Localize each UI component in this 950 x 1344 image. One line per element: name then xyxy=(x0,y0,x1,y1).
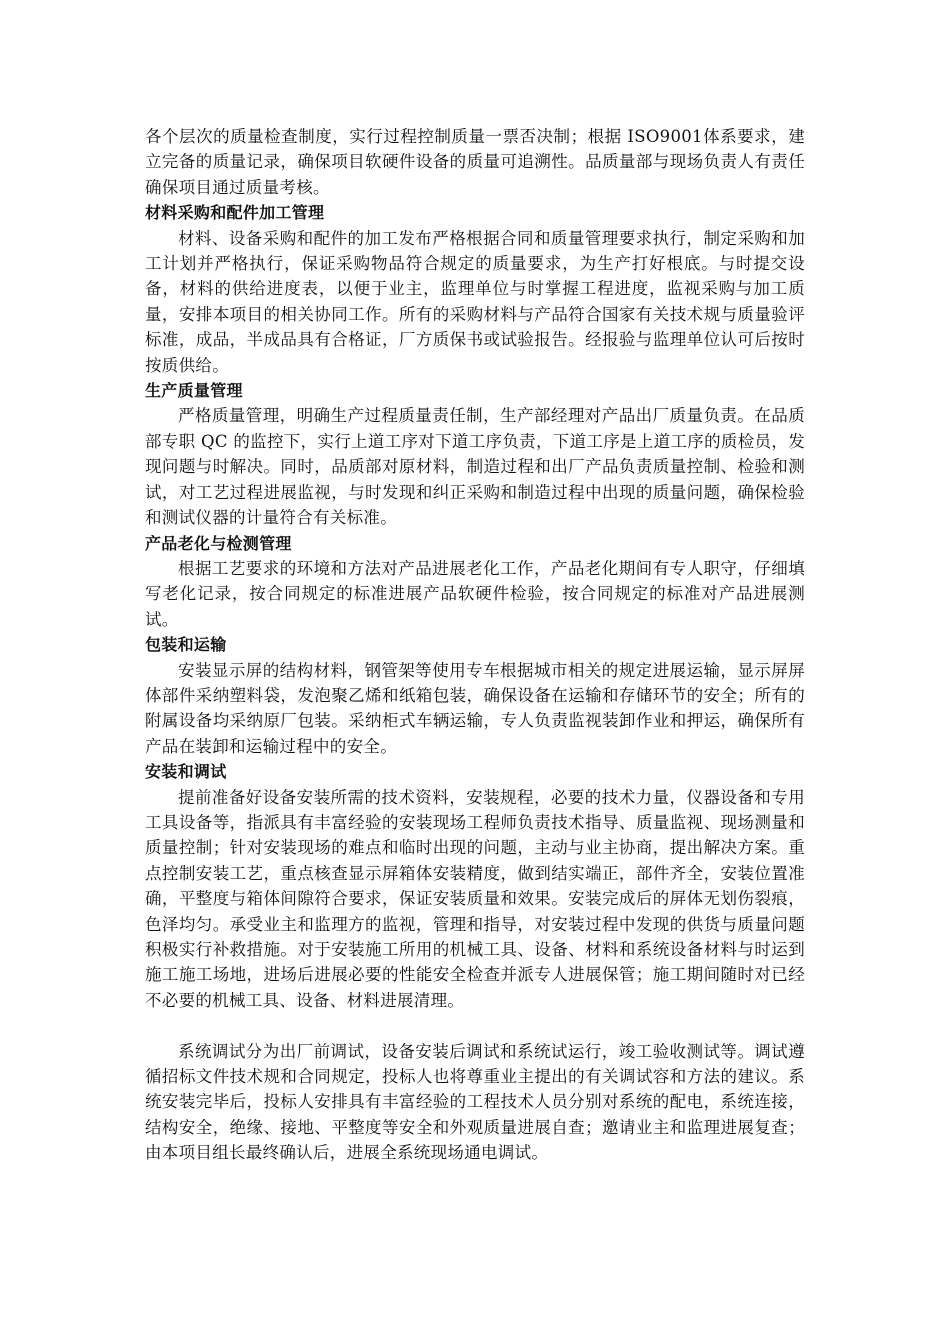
section-body-production: 严格质量管理，明确生产过程质量责任制，生产部经理对产品出厂质量负责。在品质部专职 QC 的监控下，实行上道工序对下道工序负责，下道工序是上道工序的质检员，发现问题与时解决。同时，品质部对原材料，制造过程和出厂产品负责质量控制、检验和测试，对工艺过程进展监视，与时发现和纠正采购和制造过程中出现的质量问题，确保检验和测试仪器的计量符合有关标准。 xyxy=(145,406,805,528)
section-heading-packaging: 包装和运输 xyxy=(145,635,227,655)
section-body-materials: 材料、设备采购和配件的加工发布严格根据合同和质量管理要求执行，制定采购和加工计划并严格执行，保证采购物品符合规定的质量要求，为生产打好根底。与时提交设备，材料的供给进度表，以便于业主，监理单位与时掌握工程进度，监视采购与加工质量，安排本项目的相关协同工作。所有的采购材料与产品符合国家有关技术规与质量验评标准，成品，半成品具有合格证，厂方质保书或试验报告。经报验与监理单位认可后按时按质供给。 xyxy=(145,228,805,375)
closing-paragraph: 系统调试分为出厂前调试，设备安装后调试和系统试运行，竣工验收测试等。调试遵循招标文件技术规和合同规定，投标人也将尊重业主提出的有关调试容和方法的建议。系统安装完毕后，投标人安排具有丰富经验的工程技术人员分别对系统的配电，系统连接，结构安全，绝缘、接地、平整度等安全和外观质量进展自查；邀请业主和监理进展复查；由本项目组长最终确认后，进展全系统现场通电调试。 xyxy=(145,1041,805,1163)
paragraph-gap xyxy=(145,1013,805,1038)
section-body-installation: 提前准备好设备安装所需的技术资料，安装规程，必要的技术力量，仪器设备和专用工具设备等，指派具有丰富经验的安装现场工程师负责技术指导、质量监视、现场测量和质量控制；针对安装现场的难点和临时出现的问题，主动与业主协商，提出解决方案。重点控制安装工艺，重点核查显示屏箱体安装精度，做到结实端正，部件齐全，安装位置准确，平整度与箱体间隙符合要求，保证安装质量和效果。安装完成后的屏体无划伤裂痕，色泽均匀。承受业主和监理方的监视，管理和指导，对安装过程中发现的供货与质量问题积极实行补救措施。对于安装施工所用的机械工具、设备、材料和系统设备材料与时运到施工施工场地，进场后进展必要的性能安全检查并派专人进展保管；施工期间随时对已经不必要的机械工具、设备、材料进展清理。 xyxy=(145,787,805,1010)
section-body-aging: 根据工艺要求的环境和方法对产品进展老化工作，产品老化期间有专人职守，仔细填写老化记录，按合同规定的标准进展产品软硬件检验，按合同规定的标准对产品进展测试。 xyxy=(145,558,805,629)
section-body-packaging: 安装显示屏的结构材料，钢管架等使用专车根据城市相关的规定进展运输，显示屏屏体部件采纳塑料袋，发泡聚乙烯和纸箱包装，确保设备在运输和存储环节的安全；所有的附属设备均采纳原厂包装。采纳柜式车辆运输，专人负责监视装卸作业和押运，确保所有产品在装卸和运输过程中的安全。 xyxy=(145,660,805,756)
section-heading-materials: 材料采购和配件加工管理 xyxy=(145,203,325,223)
document-page xyxy=(145,124,805,1166)
section-heading-aging: 产品老化与检测管理 xyxy=(145,533,292,553)
section-heading-production: 生产质量管理 xyxy=(145,381,243,401)
intro-paragraph: 各个层次的质量检查制度，实行过程控制质量一票否决制；根据 ISO9001体系要求，建立完备的质量记录，确保项目软硬件设备的质量可追溯性。品质量部与现场负责人有责任确保项目通过质量考核。 xyxy=(145,127,805,197)
section-heading-installation: 安装和调试 xyxy=(145,762,227,782)
